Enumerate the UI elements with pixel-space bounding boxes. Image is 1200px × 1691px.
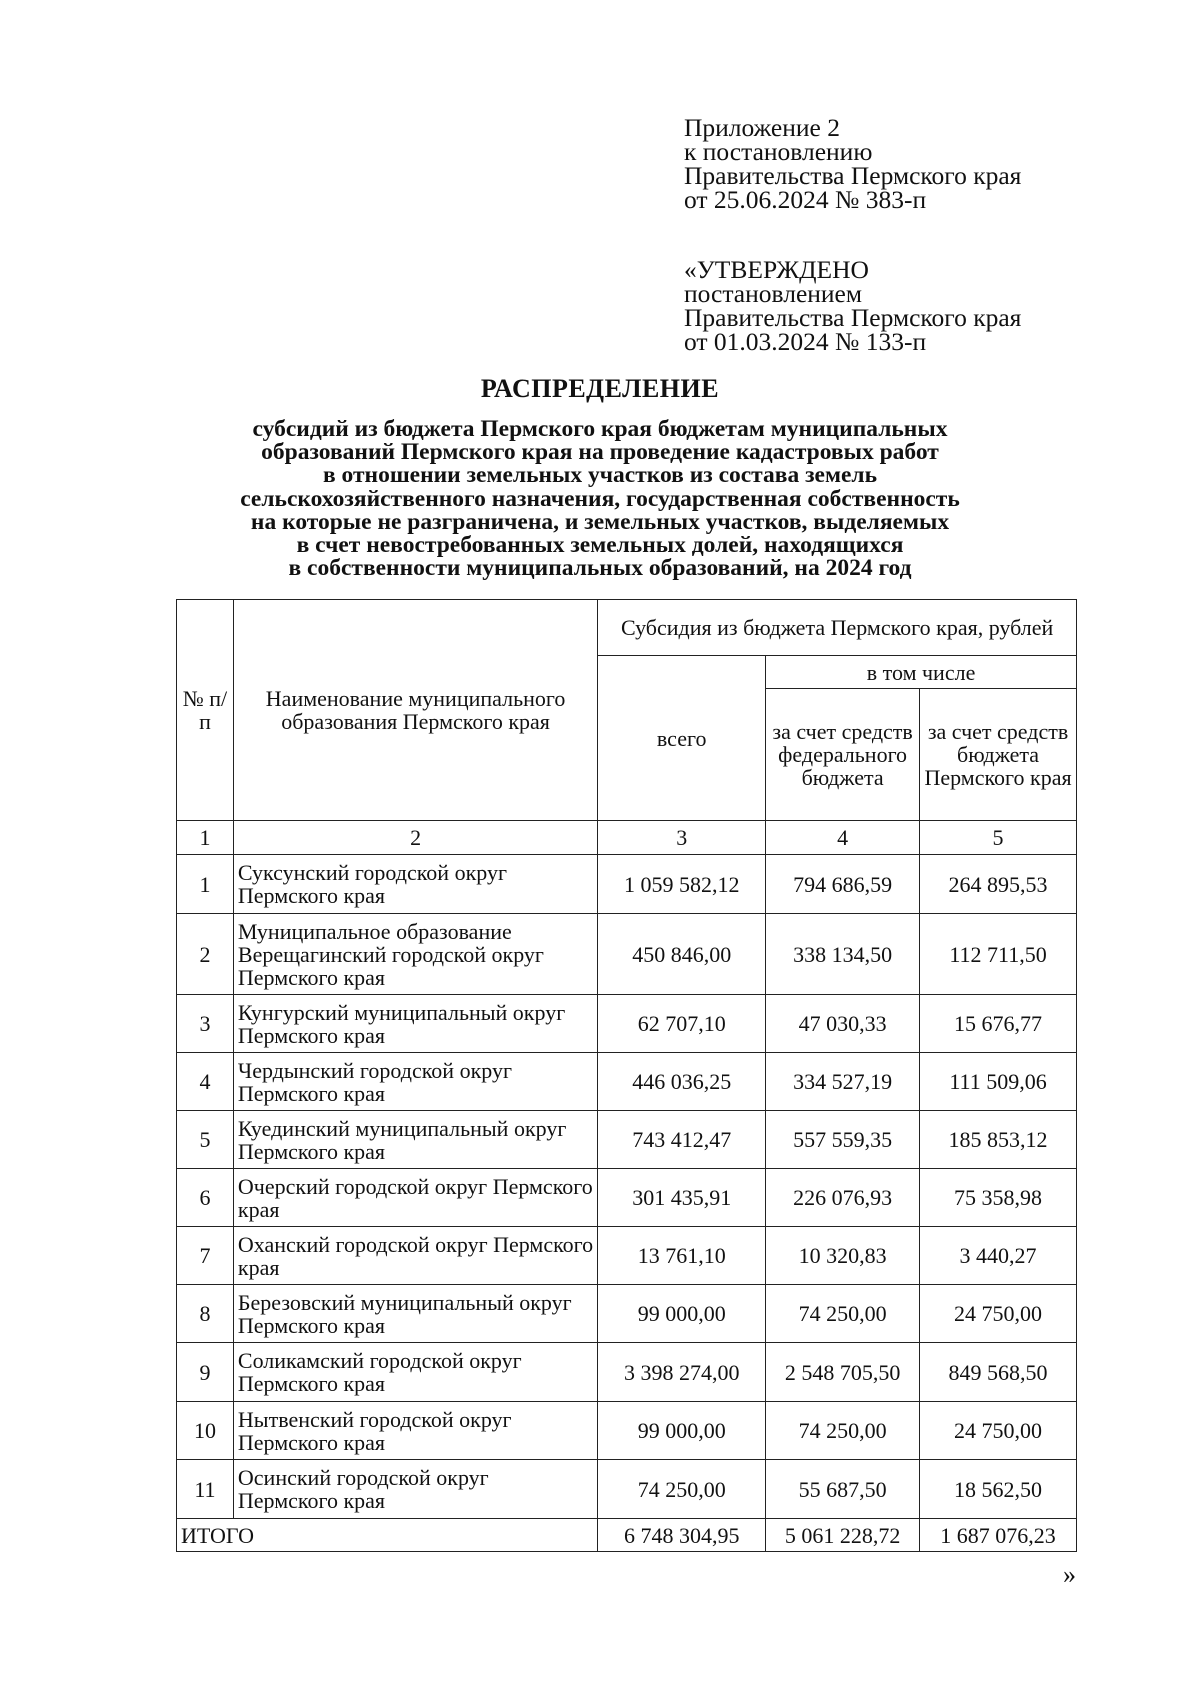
closing-quote: » — [1063, 1560, 1076, 1589]
row-number: 6 — [177, 1169, 234, 1227]
appendix-header — [684, 113, 1022, 214]
table-row — [177, 1053, 1077, 1111]
column-number: 1 — [177, 821, 234, 855]
table-row — [177, 1460, 1077, 1519]
subtitle-line: субсидий из бюджета Пермского края бюджетам муниципальных — [252, 416, 948, 442]
regional-amount: 3 440,27 — [920, 1227, 1077, 1285]
municipality-name: Соликамский городской округ Пермского края — [233, 1343, 597, 1402]
appendix-line: Правительства Пермского края — [684, 161, 1022, 190]
row-number: 10 — [177, 1402, 234, 1460]
approval-header — [684, 255, 1022, 356]
federal-amount: 226 076,93 — [766, 1169, 920, 1227]
appendix-line: к постановлению — [684, 137, 873, 166]
subsidy-table — [176, 599, 1077, 1552]
table-row — [177, 1285, 1077, 1343]
appendix-line: Приложение 2 — [684, 113, 840, 142]
municipality-name: Очерский городской округ Пермского края — [233, 1169, 597, 1227]
column-number-row — [177, 821, 1077, 855]
row-number: 1 — [177, 855, 234, 914]
regional-amount: 15 676,77 — [920, 995, 1077, 1053]
municipality-name: Муниципальное образование Верещагинский городской округ Пермского края — [233, 914, 597, 995]
regional-amount: 264 895,53 — [920, 855, 1077, 914]
header-including: в том числе — [766, 656, 1077, 689]
federal-amount: 334 527,19 — [766, 1053, 920, 1111]
federal-amount: 74 250,00 — [766, 1285, 920, 1343]
approval-line: Правительства Пермского края — [684, 303, 1022, 332]
header-name: Наименование муниципального образования Пермского края — [233, 600, 597, 821]
municipality-name: Оханский городской округ Пермского края — [233, 1227, 597, 1285]
total-amount: 3 398 274,00 — [598, 1343, 766, 1402]
document-title: РАСПРЕДЕЛЕНИЕ — [480, 374, 720, 403]
federal-amount: 47 030,33 — [766, 995, 920, 1053]
row-number: 9 — [177, 1343, 234, 1402]
table-row — [177, 1343, 1077, 1402]
column-number: 5 — [920, 821, 1077, 855]
row-number: 4 — [177, 1053, 234, 1111]
row-number: 11 — [177, 1460, 234, 1519]
total-amount: 99 000,00 — [598, 1402, 766, 1460]
table-row — [177, 855, 1077, 914]
municipality-name: Березовский муниципальный округ Пермского края — [233, 1285, 597, 1343]
federal-amount: 74 250,00 — [766, 1402, 920, 1460]
column-number: 3 — [598, 821, 766, 855]
subtitle-line: на которые не разграничена, и земельных участков, выделяемых — [250, 508, 950, 535]
document-subtitle — [0, 418, 1200, 580]
total-label: ИТОГО — [177, 1519, 598, 1552]
federal-amount: 557 559,35 — [766, 1111, 920, 1169]
header-row — [177, 600, 1077, 656]
municipality-name: Чердынский городской округ Пермского края — [233, 1053, 597, 1111]
federal-amount: 794 686,59 — [766, 855, 920, 914]
table-row — [177, 1402, 1077, 1460]
municipality-name: Кунгурский муниципальный округ Пермского края — [233, 995, 597, 1053]
total-amount: 446 036,25 — [598, 1053, 766, 1111]
total-amount: 62 707,10 — [598, 995, 766, 1053]
row-number: 5 — [177, 1111, 234, 1169]
total-amount: 99 000,00 — [598, 1285, 766, 1343]
subtitle-line: в собственности муниципальных образований, на 2024 год — [288, 555, 912, 582]
row-number: 8 — [177, 1285, 234, 1343]
federal-amount: 338 134,50 — [766, 914, 920, 995]
row-number: 7 — [177, 1227, 234, 1285]
subtitle-line: сельскохозяйственного назначения, государственная собственность — [240, 485, 960, 512]
table-row — [177, 1111, 1077, 1169]
approval-line: «УТВЕРЖДЕНО — [684, 255, 869, 284]
regional-amount: 24 750,00 — [920, 1402, 1077, 1460]
regional-amount: 849 568,50 — [920, 1343, 1077, 1402]
total-amount: 13 761,10 — [598, 1227, 766, 1285]
header-total: всего — [598, 656, 766, 821]
header-regional: за счет средств бюджета Пермского края — [920, 689, 1077, 821]
regional-amount: 112 711,50 — [920, 914, 1077, 995]
regional-amount: 75 358,98 — [920, 1169, 1077, 1227]
municipality-name: Суксунский городской округ Пермского края — [233, 855, 597, 914]
regional-amount: 185 853,12 — [920, 1111, 1077, 1169]
regional-amount: 111 509,06 — [920, 1053, 1077, 1111]
total-amount: 450 846,00 — [598, 914, 766, 995]
grand-total-amount: 6 748 304,95 — [598, 1519, 766, 1552]
table-row — [177, 995, 1077, 1053]
subtitle-line: образований Пермского края на проведение кадастровых работ — [261, 439, 939, 466]
header-subsidy: Субсидия из бюджета Пермского края, рублей — [598, 600, 1077, 656]
federal-amount: 55 687,50 — [766, 1460, 920, 1519]
regional-amount: 18 562,50 — [920, 1460, 1077, 1519]
column-number: 4 — [766, 821, 920, 855]
row-number: 3 — [177, 995, 234, 1053]
municipality-name: Куединский муниципальный округ Пермского края — [233, 1111, 597, 1169]
federal-amount: 10 320,83 — [766, 1227, 920, 1285]
appendix-line: от 25.06.2024 № 383-п — [684, 185, 927, 214]
municipality-name: Осинский городской округ Пермского края — [233, 1460, 597, 1519]
table-row — [177, 914, 1077, 995]
header-num: № п/п — [177, 600, 234, 821]
table-row — [177, 1169, 1077, 1227]
approval-line: от 01.03.2024 № 133-п — [684, 327, 927, 356]
total-amount: 301 435,91 — [598, 1169, 766, 1227]
municipality-name: Нытвенский городской округ Пермского края — [233, 1402, 597, 1460]
table-row — [177, 1227, 1077, 1285]
column-number: 2 — [233, 821, 597, 855]
total-amount: 1 059 582,12 — [598, 855, 766, 914]
approval-line: постановлением — [684, 279, 863, 308]
regional-amount: 24 750,00 — [920, 1285, 1077, 1343]
total-row — [177, 1519, 1077, 1552]
subtitle-line: в счет невостребованных земельных долей, находящихся — [296, 532, 904, 559]
subtitle-line: в отношении земельных участков из состава земель — [322, 462, 878, 489]
grand-federal-amount: 5 061 228,72 — [766, 1519, 920, 1552]
grand-regional-amount: 1 687 076,23 — [920, 1519, 1077, 1552]
total-amount: 74 250,00 — [598, 1460, 766, 1519]
header-federal: за счет средств федерального бюджета — [766, 689, 920, 821]
federal-amount: 2 548 705,50 — [766, 1343, 920, 1402]
row-number: 2 — [177, 914, 234, 995]
total-amount: 743 412,47 — [598, 1111, 766, 1169]
